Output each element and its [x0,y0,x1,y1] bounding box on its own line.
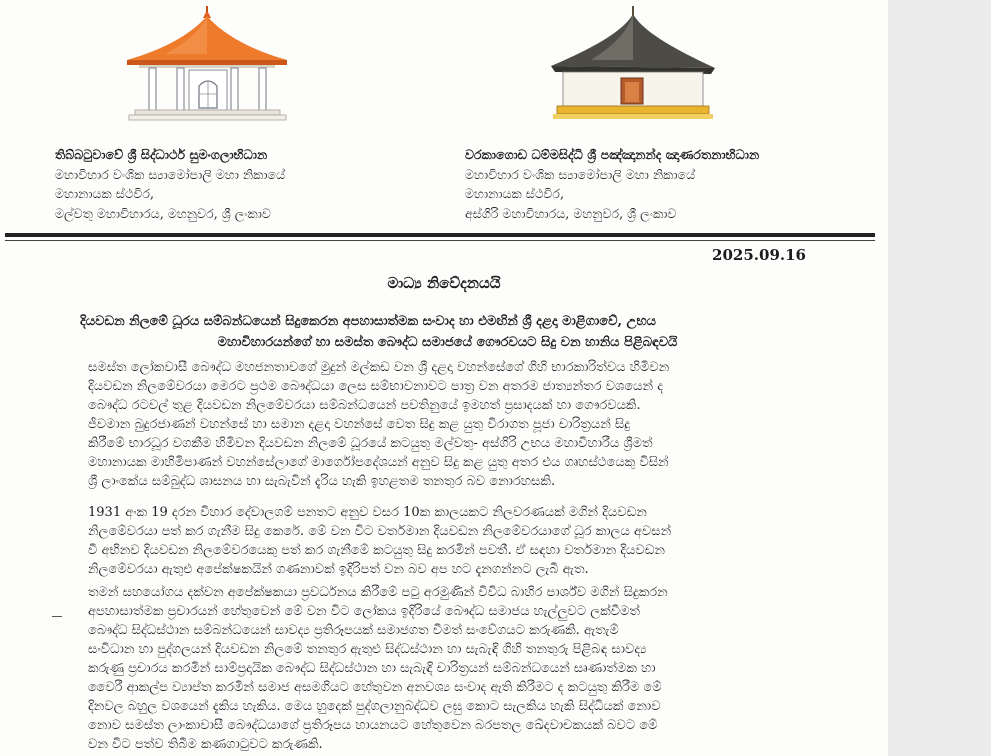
paragraph-line: තමන් සහයෝගය දක්වන අපේක්ෂකයා ප්‍රවර්ධනය කිරීමේ පටු අරමුණින් විවිධ බාහිර පාර්ශ්ව මගින් සිදුකරන [88,585,668,600]
paragraph-line: සංවිධාන හා පුද්ගලයන් දියවඩන නිලමේ තනතුර ඇතුළු සිද්ධස්ථාන හා සැබැඳි ගිහි තනතුරු පිළිබඳ සාවද්‍ය [88,642,647,657]
left-signatory-name: තිබ්බටුවාවේ ශ්‍රී සිද්ධාර්ථ සුමංගලාභිධාන [55,147,268,162]
subject-line-1: දියවඩන නිලමේ ධූරය සම්බන්ධයෙන් සිදුකෙරන අපහාසාත්මක සංවාද හා එමඟින් ශ්‍රී දළදා මාළිගාවේ, උභය [80,314,657,329]
paragraph-line: දියවඩන නිලමේවරයා මෙරට ප්‍රථම බෞද්ධයා ලෙස සම්භාවනාවට පාත්‍ර වන අතරම ජාත්‍යන්තර වශයෙන් ද [88,379,663,394]
header-divider-thick [5,233,875,237]
paragraph-line: නිලමේවරයා පත් කර ගැනීම සිදු කෙරේ. මේ වන විට වර්තමාන දියවඩන නිලමේවරයාගේ ධූර කාලය අවසන් [88,524,672,539]
paragraph-line: 1931 අංක 19 දරන විහාර දේවාලගම් පනතට අනුව වසර 10ක කාලයකට නිලවරණයක් මගින් දියවඩන [88,505,647,520]
left-signatory-block [55,145,285,223]
paragraph-line: කරුණු ප්‍රචාරය කරමින් සාම්ප්‍රදායික බෞද්ධ සිද්ධස්ථාන හා සැබැඳි චාරිත්‍රයන් සම්බන්ධයෙන් සෘණාත්මක හා [88,661,656,676]
right-signatory-block [465,145,759,223]
right-signatory-sect: මහාවිහාර වංශික ස්‍යාමෝපාලි මහා නිකායේ [465,166,696,182]
header-divider-thin [5,240,875,241]
paragraph-line: වී අභිනව දියවඩන නිලමේවරයෙකු පත් කර ගැනීමේ කටයුතු සිදු කරමින් පවතී. ඒ සඳහා වර්තමාන දියවඩන [88,543,665,558]
paragraph-line: ශ්‍රී ලාංකේය සම්බුද්ධ ශාසනය හා සැබැවින් දැරිය හැකි ඉහළතම තනතුර බව නොරහසකි. [88,474,556,489]
paragraph-line: නොව සමස්ත ලාංකාවාසී බෞද්ධයාගේ ප්‍රතිරූපය හායනයට හේතුවෙන බරපතල ඛේදවාචකයක් බවට මේ [88,718,658,733]
document-date: 2025.09.16 [712,246,806,264]
right-signatory-address: අස්ගිරි මහාවිහාරය, මහනුවර, ශ්‍රී ලංකාව [465,205,677,221]
paragraph-line: අපහාසාත්මක ප්‍රචාරයන් හේතුවෙන් මේ වන විට ලෝකය ඉදිරියේ බෞද්ධ සමාජය හැල්ලුවට ලක්වීමත් [88,604,640,619]
paragraph-line: කිරීමේ භාරධූර වගකීම හිමිවන දියවඩන නිලමේ ධූරයේ කටයුතු මල්වතු- අස්ගිරි උභය මහාවිහාරීය ශ්‍රීමත් [88,436,653,451]
media-release-title: මාධ්‍ය නිවේදනයයි [387,274,501,292]
paragraph-line: වෛරී ආකල්ප ව්‍යාප්ත කරමින් සමාජ අසමගියට හේතුවන අනවශ්‍ය සංවාද ඇති කිරීමට ද කටයුතු කිරීම මේ [88,680,662,695]
paragraph-line: දිනවල බහුල වශයෙන් දැකිය හැකිය. මෙය හුදෙක් පුද්ගලානුබද්ධව ලඝු කොට සැලකිය හැකි සිද්ධියක් නොව [88,699,661,714]
paragraph-line: සමස්ත ලෝකවාසී බෞද්ධ මහජනතාවගේ මුදුන් මල්කඩ වන ශ්‍රී දළදා වහන්සේගේ ගිහි භාරකාරිත්වය හිමිවන [88,360,670,375]
paragraph-line: බෞද්ධ රටවල් තුළ දියවඩන නිලමේවරයා සම්බන්ධයෙන් පවතිනුයේ ඉමහත් ප්‍රසාදයක් හා ගෞරවයකි. [88,398,641,413]
left-signatory-sect: මහාවිහාර වංශික ස්‍යාමෝපාලි මහා නිකායේ [55,166,286,182]
right-signatory-title: මහානායක ස්ථවිර, [465,186,565,201]
paragraph-line: බෞද්ධ සිද්ධස්ථාන සම්බන්ධයෙන් සාවද්‍ය ප්‍රතිරූපයක් සමාජගත වීමත් සංවේගයට කරුණකි. ඇතැම් [88,623,619,638]
paragraph-2 [88,503,840,579]
left-signatory-title: මහානායක ස්ථවිර, [55,186,155,201]
paragraph-1 [88,358,840,491]
subject-line-2: මහාවිහාරයන්ගේ හා සමස්ත බෞද්ධ සමාජයේ ගෞරවයට සිදු වන හානිය පිළිබඳවයි [217,335,678,350]
subject-heading [80,311,815,353]
paragraph-line: නිලමේවරයා ඇතුළු අපේක්ෂකයින් ගණනාවක් ඉදිරිපත් වන බව අප හට දැනගන්නට ලැබී ඇත. [88,562,589,577]
left-signatory-address: මල්වතු මහාවිහාරය, මහනුවර, ශ්‍රී ලංකාව [55,205,271,221]
asgiri-temple-emblem [545,6,720,122]
malwathu-pavilion-emblem [115,4,300,122]
paragraph-line: වන විට පත්ව තිබීම කණගාටුවට කරුණකි. [88,737,323,752]
paragraph-line: ජීවමාන බුදුරජාණන් වහන්සේ හා සමාන දළදා වහන්සේ වෙත සිදු කළ යුතු විරාගත පූජා චාරිත්‍රයන් සිදු [88,417,631,432]
margin-mark [52,616,62,617]
paragraph-3 [88,583,840,754]
paragraph-line: මහානායක මාහිමිපාණන් වහන්සේලාගේ මාර්ගෝපදේශයන් අනුව සිදු කළ යුතු අතර එය ගෘහස්ථයෙකු විසින් [88,455,669,470]
right-signatory-name: වරකාගොඩ ධම්මසිද්ධි ශ්‍රී පඤ්ඤානන්ද ඤාණරතනාභිධාන [465,147,760,162]
